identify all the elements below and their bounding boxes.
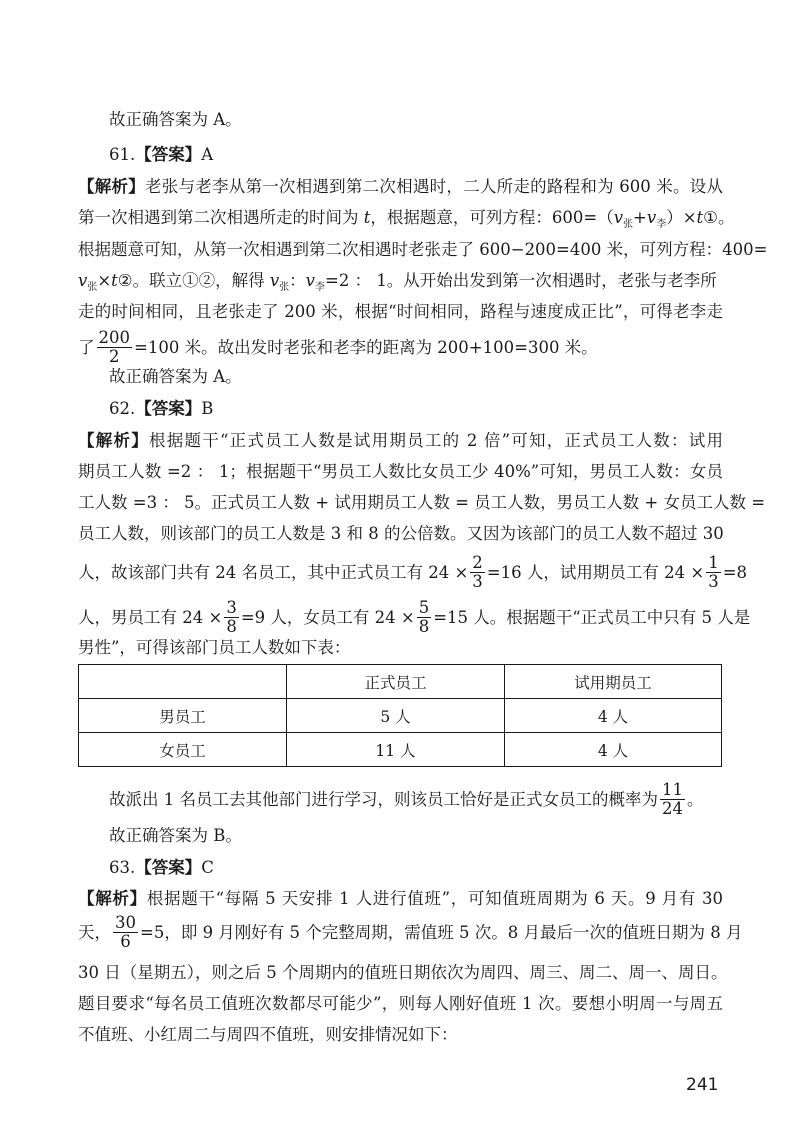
- answer-label: 答案: [151, 145, 185, 164]
- fraction-2-3: [470, 554, 485, 591]
- analysis-62-line-4: [78, 524, 723, 544]
- analysis-62-line-2: [78, 462, 723, 482]
- table-row: [79, 699, 722, 733]
- analysis-63-line-1: [78, 889, 723, 909]
- analysis-text: 男性”，可得该部门员工人数如下表：: [78, 638, 351, 657]
- analysis-text: 根据题干“正式员工人数是试用期员工的 2 倍”可知，正式员工人数：试用: [149, 431, 724, 450]
- subscript: 李: [656, 219, 667, 230]
- fraction-3-8: [224, 599, 239, 636]
- analysis-text: ①。: [703, 208, 735, 227]
- subscript: 张: [279, 282, 290, 293]
- analysis-text: =2 ： 1。从开始出发到第一次相遇时，老张与老李所: [325, 271, 717, 290]
- analysis-62-line-7: [78, 638, 723, 658]
- analysis-text: 了: [78, 338, 95, 357]
- analysis-text: 员工人数，则该部门的员工人数是 3 和 8 的公倍数。又因为该部门的员工人数不超过 30: [78, 524, 724, 543]
- numerator: 11: [662, 780, 683, 799]
- conclusion-line: [109, 826, 723, 846]
- analysis-text: 30 日（星期五），则之后 5 个周期内的值班日期依次为周四、周三、周二、周一、周日。: [78, 963, 728, 982]
- table-header-cell: [79, 665, 287, 699]
- numerator: 2: [472, 553, 483, 572]
- numerator: 5: [418, 598, 430, 617]
- denominator: 24: [662, 799, 683, 818]
- analysis-61-line-3: [78, 240, 768, 260]
- table-cell: 4 人: [505, 699, 722, 733]
- analysis-text: 人，故该部门共有 24 名员工，其中正式员工有 24 ×: [78, 563, 469, 582]
- table-cell: 女员工: [79, 733, 287, 767]
- analysis-text: 第一次相遇到第二次相遇所走的时间为: [78, 208, 364, 227]
- denominator: 6: [120, 932, 131, 951]
- table-header-cell: 试用期员工: [505, 665, 722, 699]
- question-62-answer-line: [109, 399, 723, 419]
- answer-label: 答案: [151, 399, 185, 418]
- analysis-text: 天，: [78, 923, 111, 942]
- analysis-label: 【解析】: [78, 889, 147, 908]
- analysis-text: 走的时间相同，且老张走了 200 米，根据“时间相同，路程与速度成正比”，可得老李走: [78, 302, 723, 321]
- conclusion-text: 故正确答案为 A。: [109, 110, 242, 129]
- denominator: 8: [418, 617, 430, 636]
- analysis-text: 老张与老李从第一次相遇到第二次相遇时，二人所走的路程和为 600 米。设从: [144, 177, 724, 196]
- answer-value: A: [201, 145, 214, 164]
- answer-value: C: [201, 858, 214, 877]
- fraction-1-3: [706, 554, 721, 591]
- analysis-label: 【解析】: [78, 177, 145, 196]
- analysis-text: 题目要求“每名员工值班次数都尽可能少”，则每人刚好值班 1 次。要想小明周一与周五: [78, 994, 723, 1013]
- bracket: 【: [135, 145, 152, 164]
- times-sign: ×: [97, 271, 112, 290]
- conclusion-text: 故正确答案为 B。: [109, 826, 242, 845]
- analysis-63-line-2: [78, 913, 743, 952]
- conclusion-text: 故正确答案为 A。: [109, 367, 242, 386]
- analysis-61-line-2: [78, 208, 735, 230]
- bracket: 【: [135, 399, 152, 418]
- fraction-30-6: [113, 914, 138, 951]
- question-number: 63.: [109, 858, 136, 877]
- variable-v: v: [613, 208, 624, 227]
- analysis-61-line-1: [78, 177, 723, 197]
- denominator: 3: [472, 572, 483, 591]
- analysis-text: ②。联立①②，解得: [117, 271, 270, 290]
- analysis-text: 期员工人数 =2 ： 1；根据题干“男员工人数比女员工少 40%”可知，男员工人数：女员: [78, 462, 723, 481]
- analysis-63-line-4: [78, 994, 723, 1014]
- table-cell: 4 人: [505, 733, 722, 767]
- analysis-text: =9 人，女员工有 24 ×: [240, 608, 415, 627]
- answer-label: 答案: [151, 858, 185, 877]
- question-number: 62.: [109, 399, 136, 418]
- analysis-text: 根据题干“每隔 5 天安排 1 人进行值班”，可知值班周期为 6 天。9 月有 30: [146, 889, 723, 908]
- bracket: 】: [184, 145, 202, 164]
- denominator: 8: [226, 617, 237, 636]
- analysis-label: 【解析】: [78, 431, 149, 450]
- bracket: 【: [135, 858, 152, 877]
- table-cell: 5 人: [287, 699, 505, 733]
- variable-v: v: [269, 271, 280, 290]
- variable-v: v: [646, 208, 657, 227]
- variable-t: t: [696, 208, 704, 227]
- answer-value: B: [201, 399, 214, 418]
- numerator: 1: [708, 553, 719, 572]
- table-header-row: [79, 665, 722, 699]
- numerator: 30: [115, 913, 136, 932]
- fraction-5-8: [417, 599, 432, 636]
- question-number: 61.: [109, 145, 136, 164]
- analysis-text: 根据题意可知，从第一次相遇到第二次相遇时老张走了 600−200=400 米，可列方程：400=: [78, 240, 768, 259]
- variable-t: t: [111, 271, 118, 290]
- table-cell: 男员工: [79, 699, 287, 733]
- question-61-answer-line: [109, 145, 723, 165]
- question-63-answer-line: [109, 858, 723, 878]
- page-number: 241: [686, 1075, 719, 1095]
- analysis-62-line-1: [78, 431, 723, 451]
- numerator: 200: [98, 328, 130, 347]
- analysis-63-line-5: [78, 1025, 723, 1045]
- table-cell: 11 人: [287, 733, 505, 767]
- variable-v: v: [305, 271, 315, 290]
- analysis-62-line-6: [78, 598, 751, 637]
- analysis-61-line-4: [78, 271, 723, 291]
- fraction-200-2: [97, 329, 133, 366]
- denominator: 2: [109, 347, 120, 366]
- analysis-text: =100 米。故出发时老张和老李的距离为 200+100=300 米。: [134, 338, 598, 357]
- colon-sign: ：: [289, 271, 306, 290]
- bracket: 】: [184, 399, 202, 418]
- variable-t: t: [363, 208, 371, 227]
- analysis-text: 故派出 1 名员工去其他部门进行学习，则该员工恰好是正式女员工的概率为: [109, 790, 658, 809]
- bracket: 】: [184, 858, 202, 877]
- denominator: 3: [708, 572, 719, 591]
- analysis-63-line-3: [78, 963, 728, 983]
- plus-sign: +: [633, 208, 647, 227]
- analysis-text: =5，即 9 月刚好有 5 个完整周期，需值班 5 次。8 月最后一次的值班日期为 8 月: [140, 923, 743, 942]
- numerator: 3: [226, 598, 237, 617]
- conclusion-line: [109, 367, 723, 387]
- subscript: 张: [623, 219, 634, 230]
- analysis-text: 工人数 =3 ： 5。正式员工人数 + 试用期员工人数 = 员工人数，男员工人数 + 女员工人数 =: [78, 493, 766, 512]
- analysis-text: ）×: [666, 208, 697, 227]
- analysis-text: ，根据题意，可列方程：600=（: [370, 208, 614, 227]
- analysis-61-line-6: [78, 330, 723, 367]
- analysis-62-line-5: [78, 553, 748, 592]
- fraction-11-24: [660, 781, 685, 818]
- variable-v: v: [78, 271, 88, 290]
- table-header-cell: 正式员工: [287, 665, 505, 699]
- analysis-62-line-3: [78, 493, 766, 513]
- analysis-61-line-5: [78, 302, 723, 322]
- staff-count-table: [78, 664, 722, 767]
- analysis-text: 。: [687, 790, 704, 809]
- analysis-text: 不值班、小红周二与周四不值班，则安排情况如下：: [78, 1025, 458, 1044]
- analysis-text: =16 人，试用期员工有 24 ×: [486, 563, 705, 582]
- analysis-62-line-8: [109, 782, 723, 819]
- analysis-text: =15 人。根据题干“正式员工中只有 5 人是: [433, 608, 751, 627]
- table-row: [79, 733, 722, 767]
- subscript: 李: [315, 282, 325, 293]
- analysis-text: =8: [722, 563, 748, 582]
- analysis-text: 人，男员工有 24 ×: [78, 608, 223, 627]
- conclusion-line: [109, 110, 723, 130]
- subscript: 张: [87, 282, 98, 293]
